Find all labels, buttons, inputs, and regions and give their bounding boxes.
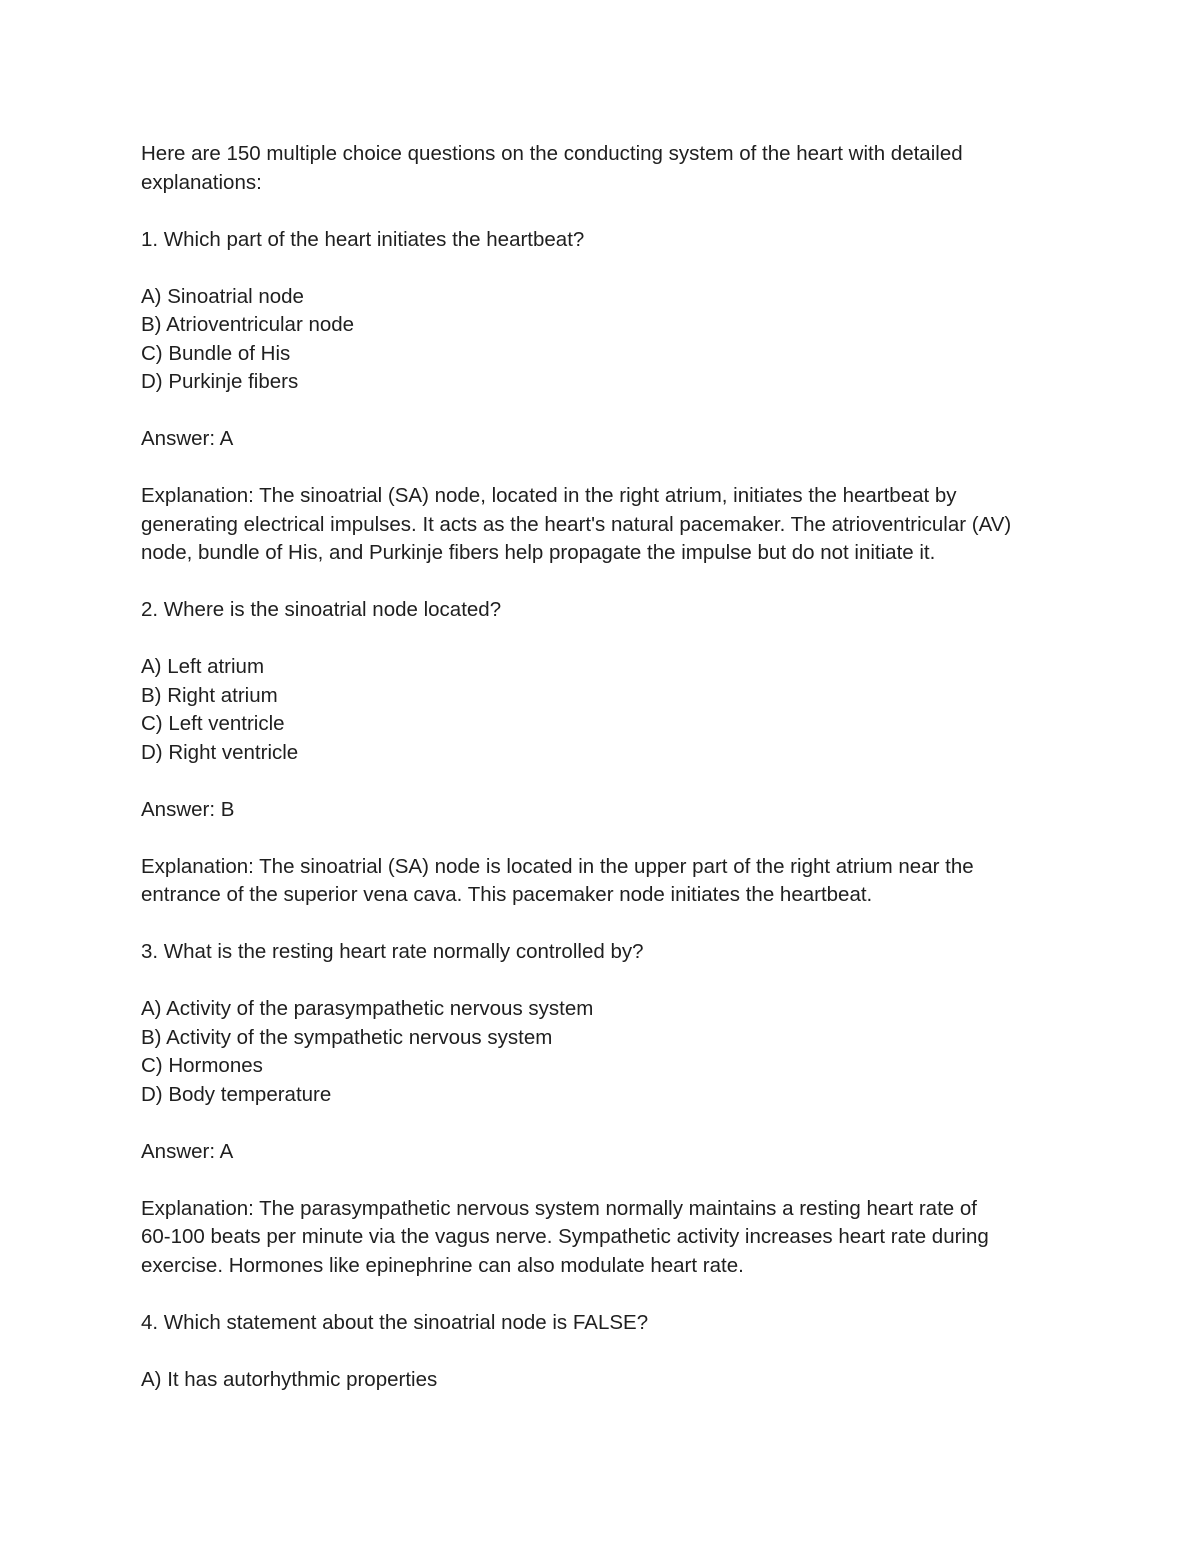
option-d: D) Body temperature: [141, 1082, 332, 1106]
intro-paragraph: [141, 140, 1071, 197]
question-3-options: [141, 995, 1071, 1109]
explanation-line: Explanation: The parasympathetic nervous system normally maintains a resting heart rate of: [141, 1196, 977, 1220]
option-a: A) Activity of the parasympathetic nervous system: [141, 997, 594, 1020]
question-1-explanation: [141, 482, 1071, 568]
option-d: D) Right ventricle: [141, 740, 299, 764]
question-4-text: 4. Which statement about the sinoatrial node is FALSE?: [141, 1310, 649, 1334]
intro-line: explanations:: [141, 170, 262, 194]
option-b: B) Activity of the sympathetic nervous system: [141, 1025, 553, 1049]
explanation-line: Explanation: The sinoatrial (SA) node, located in the right atrium, initiates the heartbeat by: [141, 484, 957, 507]
question-3-text: 3. What is the resting heart rate normally controlled by?: [141, 940, 644, 963]
option-a: A) Left atrium: [141, 655, 265, 678]
explanation-line: Explanation: The sinoatrial (SA) node is located in the upper part of the right atrium near the: [141, 854, 974, 878]
explanation-line: generating electrical impulses. It acts as the heart's natural pacemaker. The atrioventricular (AV): [141, 512, 1012, 536]
question-2-text: 2. Where is the sinoatrial node located?: [141, 598, 502, 621]
question-2-answer: Answer: B: [141, 797, 235, 821]
question-1-options: [141, 283, 1071, 397]
explanation-line: exercise. Hormones like epinephrine can also modulate heart rate.: [141, 1253, 744, 1277]
option-c: C) Bundle of His: [141, 341, 291, 365]
question-3-answer: Answer: A: [141, 1139, 234, 1163]
option-d: D) Purkinje fibers: [141, 370, 299, 393]
option-b: B) Right atrium: [141, 683, 278, 707]
intro-line: Here are 150 multiple choice questions on the conducting system of the heart with detailed: [141, 142, 963, 165]
option-a: A) It has autorhythmic properties: [141, 1367, 438, 1391]
explanation-line: entrance of the superior vena cava. This pacemaker node initiates the heartbeat.: [141, 883, 873, 906]
document-body: [141, 140, 1071, 1423]
explanation-line: node, bundle of His, and Purkinje fibers help propagate the impulse but do not initiate it.: [141, 541, 936, 564]
question-1-text: 1. Which part of the heart initiates the heartbeat?: [141, 227, 585, 251]
question-1-answer: Answer: A: [141, 427, 234, 450]
explanation-line: 60-100 beats per minute via the vagus nerve. Sympathetic activity increases heart rate during: [141, 1225, 989, 1248]
question-2-explanation: [141, 853, 1071, 910]
option-c: C) Left ventricle: [141, 712, 285, 735]
question-2-options: [141, 653, 1071, 767]
option-c: C) Hormones: [141, 1054, 263, 1077]
question-3-explanation: [141, 1195, 1071, 1281]
option-a: A) Sinoatrial node: [141, 284, 304, 308]
question-4-options: [141, 1366, 1071, 1395]
option-b: B) Atrioventricular node: [141, 313, 355, 336]
